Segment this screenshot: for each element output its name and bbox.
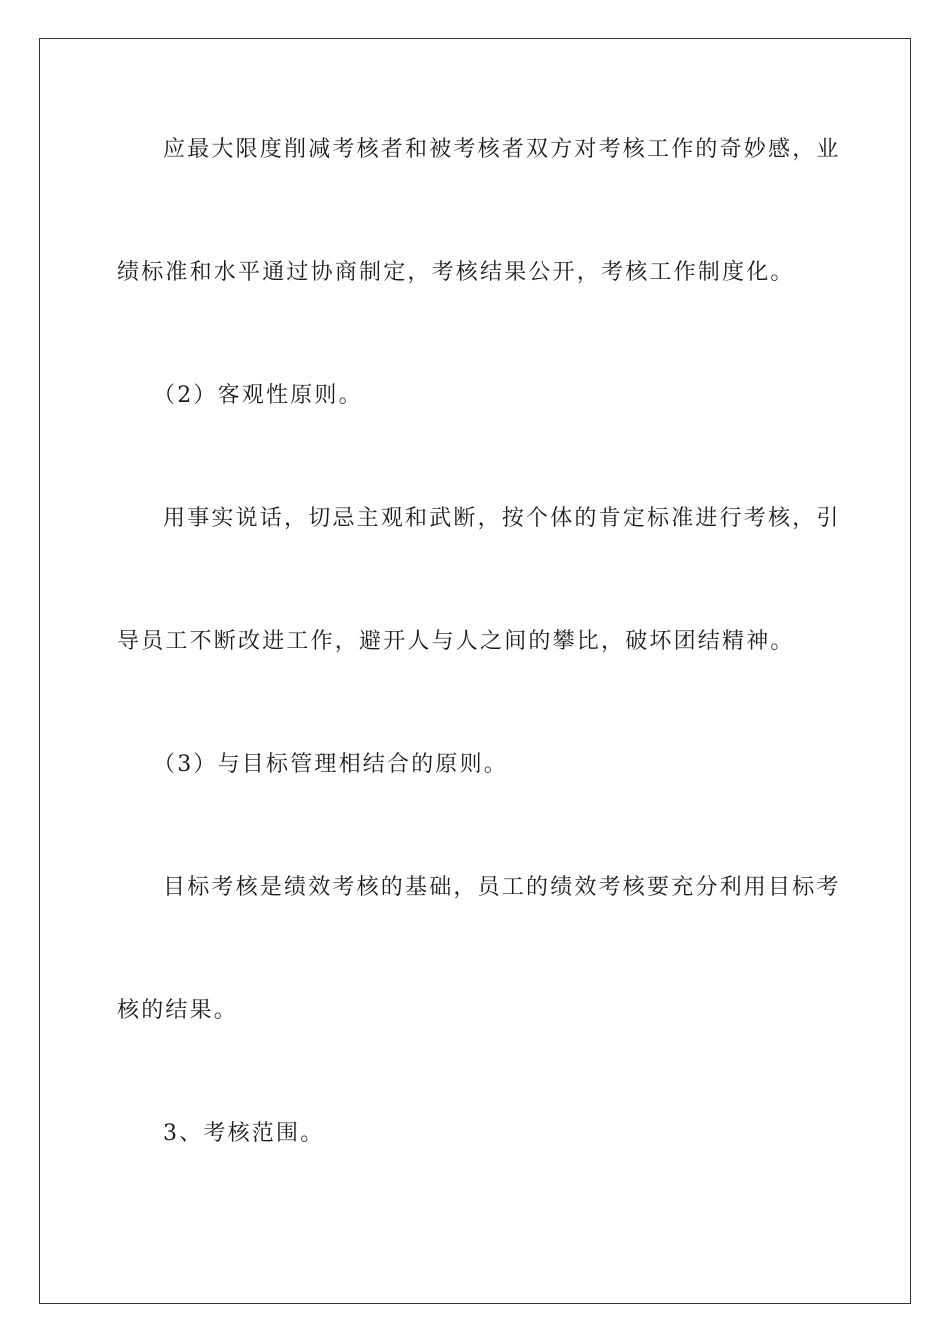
paragraph-line: 绩标准和水平通过协商制定，考核结果公开，考核工作制度化。 bbox=[117, 260, 795, 285]
paragraph-line: 目标考核是绩效考核的基础，员工的绩效考核要充分利用目标考 bbox=[163, 875, 841, 900]
paragraph-line: 核的结果。 bbox=[117, 998, 239, 1023]
section-heading: （3）与目标管理相结合的原则。 bbox=[153, 752, 508, 777]
paragraph-line: 用事实说话，切忌主观和武断，按个体的肯定标准进行考核，引 bbox=[163, 506, 841, 531]
page-border bbox=[39, 38, 911, 1304]
section-heading: 3、考核范围。 bbox=[163, 1121, 325, 1146]
section-heading: （2）客观性原则。 bbox=[153, 383, 363, 408]
paragraph-line: 应最大限度削减考核者和被考核者双方对考核工作的奇妙感，业 bbox=[163, 137, 841, 162]
paragraph-line: 导员工不断改进工作，避开人与人之间的攀比，破坏团结精神。 bbox=[117, 629, 795, 654]
